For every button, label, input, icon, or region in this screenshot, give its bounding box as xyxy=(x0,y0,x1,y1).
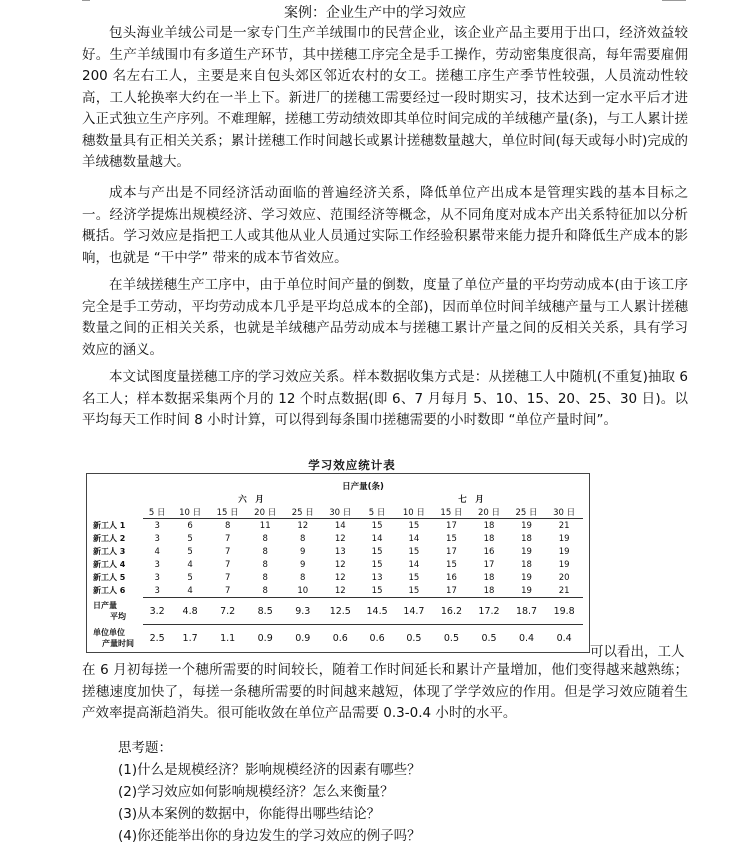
table-cell: 4 xyxy=(187,585,193,596)
table-cell: 3 xyxy=(143,519,171,533)
table-header-daily-row xyxy=(93,479,583,492)
question-item: (1)什么是规模经济？影响规模经济的因素有哪些？ xyxy=(118,762,421,778)
table-cell: 6 xyxy=(171,519,209,533)
table-cell: 18 xyxy=(483,585,495,596)
table-cell: 18.7 xyxy=(508,598,546,625)
table-cell: 4 xyxy=(187,559,193,570)
day-header-cell: 15 日 xyxy=(440,507,463,518)
table-row xyxy=(93,532,583,545)
table-cell: 16.2 xyxy=(433,598,471,625)
table-cell: 18 xyxy=(483,533,495,544)
table-cell: 10 xyxy=(297,585,309,596)
document-title: 案例：企业生产中的学习效应 xyxy=(284,5,466,21)
table-cell: 16 xyxy=(446,572,457,583)
table-cell: 3 xyxy=(154,533,160,544)
table-cell: 0.5 xyxy=(395,625,433,652)
table-cell: 15 xyxy=(371,546,383,557)
table-header-month-row xyxy=(93,492,583,505)
paragraph-process: 在羊绒搓穗生产工序中，由于单位时间产量的倒数，度量了单位产量的平均劳动成本(由于该工序完全是手工劳动，平均劳动成本几乎是平均总成本的全部)，因而单位时间羊绒穗产量与工人累计搓穗数量之间的正相关关系，也就是羊绒穗产品劳动成本与搓穗工累计产量之间的反相关关系，具有学习效应的涵义。 xyxy=(82,277,688,358)
worker-name: 新工人 6 xyxy=(93,586,126,596)
table-cell: 5 xyxy=(187,533,193,544)
table-cell: 19 xyxy=(521,585,532,596)
table-cell: 14 xyxy=(371,533,383,544)
table-cell: 19.8 xyxy=(545,598,583,625)
questions-heading: 思考题： xyxy=(118,740,172,756)
header-daily-output: 日产量(条) xyxy=(342,481,384,492)
table-cell: 12 xyxy=(284,519,322,533)
table-cell: 9 xyxy=(300,559,306,570)
top-rule-right xyxy=(662,0,686,1)
table-cell: 18 xyxy=(521,559,532,570)
table-cell: 8 xyxy=(209,519,247,533)
table-row xyxy=(93,571,583,584)
table-cell: 19 xyxy=(558,533,570,544)
day-header-cell: 10 日 xyxy=(402,507,425,518)
table-cell: 15 xyxy=(359,519,395,533)
table-cell: 3 xyxy=(154,572,160,583)
table-cell: 17 xyxy=(433,519,471,533)
after-figure-lead: 可以看出，工人 xyxy=(590,644,685,660)
question-item: (2)学习效应如何影响规模经济？怎么来衡量？ xyxy=(118,784,394,800)
table-cell: 5 xyxy=(187,572,193,583)
table-cell: 0.9 xyxy=(284,625,322,652)
table-cell: 0.6 xyxy=(322,625,360,652)
table-cell: 8 xyxy=(262,533,268,544)
table-cell: 14.5 xyxy=(359,598,395,625)
table-cell: 0.6 xyxy=(359,625,395,652)
table-cell: 15 xyxy=(408,572,420,583)
table-cell: 8 xyxy=(300,572,306,583)
paragraph-cost-output: 成本与产出是不同经济活动面临的普遍经济关系，降低单位产出成本是管理实践的基本目标之一。经济学提炼出规模经济、学习效应、范围经济等概念，从不同角度对成本产出关系特征加以分析概括。学习效应是指把工人或其他从业人员通过实际工作经验积累带来能力提升和降低生产成本的影响，也就是 “干中学” 带来的成本节省效应。 xyxy=(82,185,688,266)
table-cell: 18 xyxy=(521,533,532,544)
table-cell: 8 xyxy=(262,585,268,596)
day-header-cell: 25 日 xyxy=(291,507,314,518)
table-cell: 9.3 xyxy=(284,598,322,625)
table-cell: 2.5 xyxy=(143,625,171,652)
header-month-july: 七 月 xyxy=(458,494,484,505)
table-cell: 15 xyxy=(395,519,433,533)
average-row xyxy=(93,598,583,625)
table-cell: 8.5 xyxy=(246,598,284,625)
table-cell: 20 xyxy=(558,572,570,583)
table-cell: 0.5 xyxy=(470,625,508,652)
paragraph-intro: 包头海业羊绒公司是一家专门生产羊绒围巾的民营企业，该企业产品主要用于出口，经济效益较好。生产羊绒围巾有多道生产环节，其中搓穗工序完全是手工操作，劳动密集度很高，每年需要雇佣 200 名左右工人，主要是来自包头郊区邻近农村的女工。搓穗工序生产季节性较强，人员流动性较高，工人轮换率大约在一半上下。新进厂的搓穗工需要经过一段时期实习，技术达到一定水平后才进入正式独立生产序列。不难理解，搓穗工劳动绩效即其单位时间完成的羊绒穗产量(条)，与工人累计搓穗数量具有正相关关系；累计搓穗工作时间越长或累计搓穗数量越大，单位时间(每天或每小时)完成的羊绒穗数量越大。 xyxy=(82,25,688,170)
table-cell: 14 xyxy=(408,533,420,544)
table-cell: 18 xyxy=(470,519,508,533)
table-cell: 21 xyxy=(558,585,570,596)
table-cell: 19 xyxy=(558,546,570,557)
worker-name: 新工人 5 xyxy=(93,573,126,582)
day-header-cell: 15 日 xyxy=(216,507,239,518)
table-cell: 12 xyxy=(334,533,346,544)
statistics-table-figure xyxy=(86,473,590,653)
table-cell: 19 xyxy=(558,559,570,570)
top-rule-left xyxy=(82,0,90,1)
table-cell: 7 xyxy=(224,559,231,570)
table-cell: 4.8 xyxy=(171,598,209,625)
figure-title: 学习效应统计表 xyxy=(308,458,396,472)
question-item: (3)从本案例的数据中，你能得出哪些结论？ xyxy=(118,806,381,822)
day-header-cell: 20 日 xyxy=(254,507,277,518)
worker-name: 新工人 1 xyxy=(93,520,126,530)
table-cell: 17 xyxy=(483,559,495,570)
average-row-label-2: 平均 xyxy=(110,612,126,621)
table-cell: 17 xyxy=(446,585,457,596)
table-cell: 16 xyxy=(483,546,495,557)
table-cell: 15 xyxy=(371,559,383,570)
question-item: (4)你还能举出你的身边发生的学习效应的例子吗？ xyxy=(118,828,421,844)
worker-name: 新工人 3 xyxy=(93,547,126,556)
table-cell: 9 xyxy=(300,546,306,557)
table-cell: 7 xyxy=(224,546,231,557)
day-header-cell: 30 日 xyxy=(329,507,352,518)
table-cell: 15 xyxy=(371,585,383,596)
table-cell: 13 xyxy=(371,572,383,583)
day-header-cell: 10 日 xyxy=(179,507,202,518)
paragraph-method: 本文试图度量搓穗工序的学习效应关系。样本数据收集方式是：从搓穗工人中随机(不重复)抽取 6 名工人；样本数据采集两个月的 12 个时点数据(即 6、7 月每月 5、10、15、20、25、30 日)。以平均每天工作时间 8 小时计算，可以得到每条围巾搓穗需要的小时数即 “单位产量时间”。 xyxy=(82,369,688,428)
table-cell: 12.5 xyxy=(322,598,360,625)
table-cell: 3 xyxy=(154,585,160,596)
table-cell: 17 xyxy=(446,546,457,557)
table-cell: 12 xyxy=(334,559,346,570)
table-cell: 1.7 xyxy=(171,625,209,652)
table-cell: 4 xyxy=(154,546,160,557)
table-cell: 7 xyxy=(224,585,231,596)
table-cell: 14.7 xyxy=(395,598,433,625)
paragraph-conclusion: 在 6 月初每搓一个穗所需要的时间较长，随着工作时间延长和累计产量增加，他们变得越来越熟练；搓穗速度加快了，每搓一条穗所需要的时间越来越短，体现了学学效应的作用。但是学习效应随着生产效率提高渐趋消失。很可能收敛在单位产品需要 0.3-0.4 小时的水平。 xyxy=(82,662,688,721)
table-cell: 0.4 xyxy=(545,625,583,652)
table-cell: 5 xyxy=(187,546,193,557)
table-cell: 11 xyxy=(246,519,284,533)
table-cell: 19 xyxy=(521,572,532,583)
table-cell: 13 xyxy=(334,546,346,557)
table-cell: 7 xyxy=(224,533,231,544)
table-cell: 15 xyxy=(446,533,457,544)
table-cell: 0.9 xyxy=(246,625,284,652)
average-row-label: 日产量 xyxy=(93,601,117,610)
table-cell: 14 xyxy=(408,559,420,570)
day-header-cell: 30 日 xyxy=(553,507,576,518)
table-cell: 3.2 xyxy=(143,598,171,625)
day-header-cell: 5 日 xyxy=(368,507,386,518)
unit-time-row-label: 单位单位 xyxy=(93,627,125,637)
table-row xyxy=(93,545,583,558)
day-header-cell: 25 日 xyxy=(515,507,538,518)
table-header-days-row xyxy=(93,505,583,519)
table-cell: 7.2 xyxy=(209,598,247,625)
table-cell: 15 xyxy=(446,559,457,570)
table-cell: 17.2 xyxy=(470,598,508,625)
unit-time-row xyxy=(93,625,583,652)
table-cell: 8 xyxy=(300,533,306,544)
table-cell: 8 xyxy=(262,546,268,557)
table-cell: 18 xyxy=(483,572,495,583)
table-cell: 15 xyxy=(408,585,420,596)
table-cell: 21 xyxy=(545,519,583,533)
table-cell: 12 xyxy=(334,572,346,583)
table-cell: 1.1 xyxy=(209,625,247,652)
table-cell: 15 xyxy=(408,546,420,557)
table-row xyxy=(93,519,583,533)
table-cell: 12 xyxy=(334,585,346,596)
learning-effect-table xyxy=(93,479,583,651)
table-cell: 14 xyxy=(322,519,360,533)
table-cell: 3 xyxy=(154,559,160,570)
worker-name: 新工人 2 xyxy=(93,534,126,543)
table-cell: 19 xyxy=(521,546,532,557)
table-cell: 19 xyxy=(508,519,546,533)
table-cell: 0.5 xyxy=(433,625,471,652)
table-row xyxy=(93,584,583,598)
table-row xyxy=(93,558,583,571)
table-cell: 0.4 xyxy=(508,625,546,652)
table-cell: 8 xyxy=(262,572,268,583)
table-cell: 8 xyxy=(262,559,268,570)
header-month-june: 六 月 xyxy=(238,494,264,505)
worker-name: 新工人 4 xyxy=(93,560,126,569)
day-header-cell: 20 日 xyxy=(477,507,500,518)
table-cell: 7 xyxy=(224,572,231,583)
unit-time-row-label-2: 产量时间 xyxy=(102,638,134,648)
day-header-cell: 5 日 xyxy=(148,507,166,518)
